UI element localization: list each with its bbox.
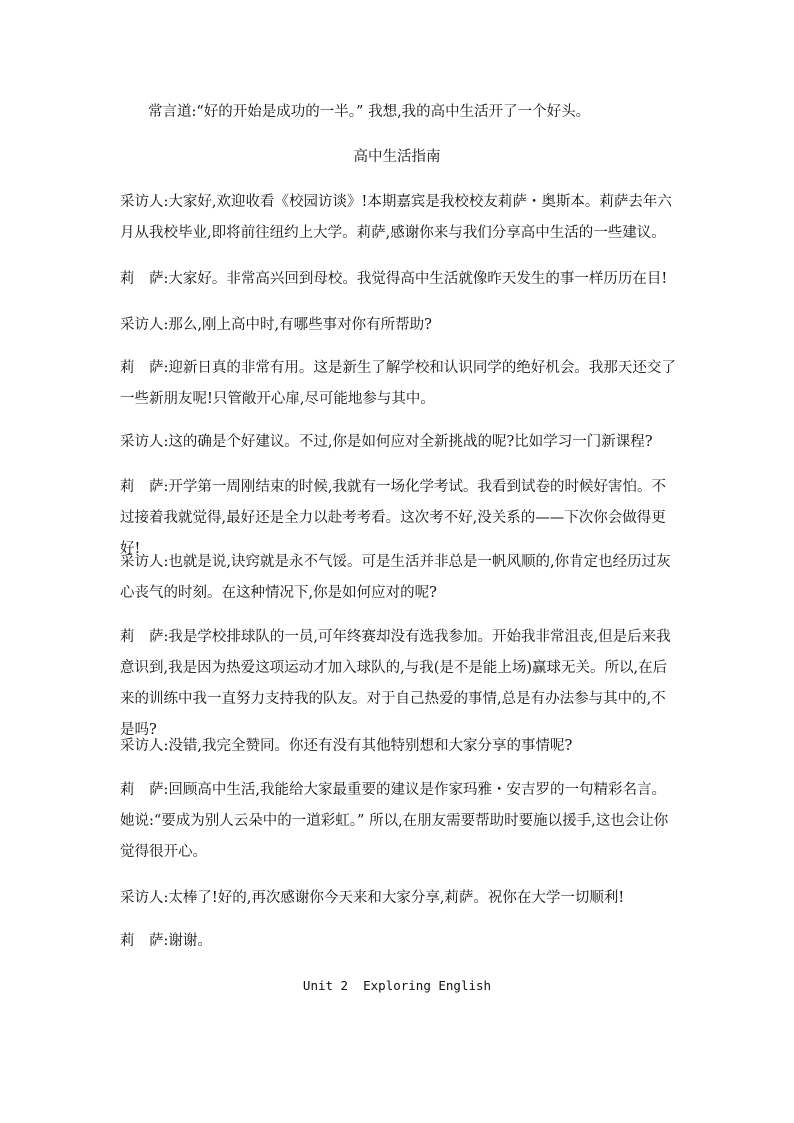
dialogue-text: 大家好。非常高兴回到母校。我觉得高中生活就像昨天发生的事一样历历在目! — [168, 271, 668, 287]
dialogue-text: 迎新日真的非常有用。这是新生了解学校和认识同学的绝好机会。我那天还交了一些新朋友呢!只管敞开心扉,尽可能地参与其中。 — [120, 360, 676, 407]
speaker-label: 采访人: — [120, 890, 169, 906]
dialogue-text: 没错,我完全赞同。你还有没有其他特别想和大家分享的事情呢? — [168, 738, 573, 754]
dialogue-text: 那么,刚上高中时,有哪些事对你有所帮助? — [168, 317, 432, 333]
speaker-label: 莉 萨: — [120, 479, 169, 495]
speaker-label: 莉 萨: — [120, 271, 169, 287]
dialogue-text: 我是学校排球队的一员,可年终赛却没有选我参加。开始我非常沮丧,但是后来我意识到,我是因为热爱这项运动才加入球队的,与我(是不是能上场)赢球无关。所以,在后来的训练中我一直努力支持我的队友。对于自己热爱的事情,总是有办法参与其中的,不是吗? — [120, 629, 671, 738]
speaker-label: 莉 萨: — [120, 933, 169, 949]
speaker-label: 采访人: — [120, 738, 169, 754]
intro-paragraph: 常言道:“好的开始是成功的一半。” 我想,我的高中生活开了一个好头。 — [148, 104, 591, 120]
dialogue-line — [120, 353, 678, 415]
dialogue-line — [120, 622, 678, 746]
dialogue-line — [120, 187, 678, 249]
dialogue-text: 太棒了!好的,再次感谢你今天来和大家分享,莉萨。祝你在大学一切顺利! — [168, 890, 625, 906]
dialogue-text: 也就是说,诀窍就是永不气馁。可是生活并非总是一帆风顺的,你肯定也经历过灰心丧气的时刻。在这种情况下,你是如何应对的呢? — [120, 554, 671, 601]
speaker-label: 莉 萨: — [120, 360, 169, 376]
dialogue-line — [120, 310, 678, 341]
unit-heading: Unit 2 Exploring English — [302, 978, 492, 993]
speaker-label: 采访人: — [120, 554, 169, 570]
speaker-label: 莉 萨: — [120, 629, 169, 645]
dialogue-line — [120, 264, 678, 295]
dialogue-line — [120, 731, 678, 762]
dialogue-text: 开学第一周刚结束的时候,我就有一场化学考试。我看到试卷的时候好害怕。不过接着我就觉得,最好还是全力以赴考考看。这次考不好,没关系的——下次你会做得更好! — [120, 479, 666, 557]
speaker-label: 采访人: — [120, 317, 169, 333]
dialogue-line — [120, 926, 678, 957]
section-title: 高中生活指南 — [353, 149, 441, 165]
speaker-label: 采访人: — [120, 434, 169, 450]
dialogue-text: 大家好,欢迎收看《校园访谈》!本期嘉宾是我校校友莉萨・奥斯本。莉萨去年六月从我校毕业,即将前往纽约上大学。莉萨,感谢你来与我们分享高中生活的一些建议。 — [120, 194, 672, 241]
speaker-label: 莉 萨: — [120, 782, 169, 798]
dialogue-line — [120, 427, 678, 458]
dialogue-text: 回顾高中生活,我能给大家最重要的建议是作家玛雅・安吉罗的一句精彩名言。她说:“要成为别人云朵中的一道彩虹。” 所以,在朋友需要帮助时要施以援手,这也会让你觉得很开心。 — [120, 782, 669, 860]
dialogue-text: 谢谢。 — [168, 933, 212, 949]
dialogue-line — [120, 775, 678, 868]
speaker-label: 采访人: — [120, 194, 169, 210]
dialogue-text: 这的确是个好建议。不过,你是如何应对全新挑战的呢?比如学习一门新课程? — [168, 434, 653, 450]
dialogue-line — [120, 547, 678, 609]
dialogue-line — [120, 883, 678, 914]
